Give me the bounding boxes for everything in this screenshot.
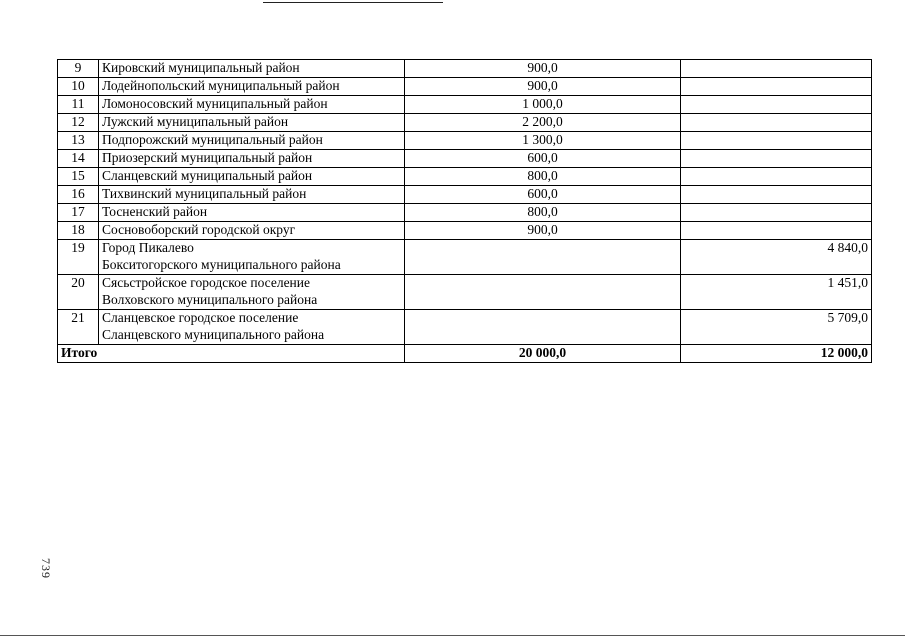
row-number: 15 [58,168,99,186]
table-row [58,150,872,168]
amount2-cell [681,60,872,78]
table-row [58,275,872,310]
amount2-cell [681,96,872,114]
amount-cell: 1 000,0 [405,96,681,114]
district-name: Город Пикалево [102,240,194,255]
amount2-cell [681,150,872,168]
district-name-cell [99,310,405,345]
district-name: Подпорожский муниципальный район [99,132,405,150]
row-number: 17 [58,204,99,222]
table-row [58,186,872,204]
bottom-rule [0,635,905,636]
table-row [58,168,872,186]
district-name: Сланцевский муниципальный район [99,168,405,186]
district-name: Сясьстройское городское поселение [102,275,310,290]
table-row [58,78,872,96]
total-amount2: 12 000,0 [681,345,872,363]
district-name-line2: Бокситогорского муниципального района [102,256,341,272]
total-amount: 20 000,0 [405,345,681,363]
amount2-cell [681,204,872,222]
row-number: 21 [58,310,99,345]
amount2-cell: 5 709,0 [681,310,872,345]
amount-cell: 800,0 [405,204,681,222]
amount-cell: 600,0 [405,186,681,204]
amount2-cell [681,186,872,204]
table-row [58,240,872,275]
district-name-cell [99,240,405,275]
total-label: Итого [58,345,405,363]
table-row [58,222,872,240]
top-rule [263,2,443,3]
table-row [58,60,872,78]
total-row [58,345,872,363]
row-number: 14 [58,150,99,168]
row-number: 11 [58,96,99,114]
amount-cell: 2 200,0 [405,114,681,132]
district-name: Тосненский район [99,204,405,222]
district-name: Тихвинский муниципальный район [99,186,405,204]
table-row [58,310,872,345]
page-number: 739 [39,558,53,579]
amount2-cell [681,222,872,240]
district-name: Ломоносовский муниципальный район [99,96,405,114]
amount-cell: 600,0 [405,150,681,168]
amount-cell: 1 300,0 [405,132,681,150]
amount-cell: 900,0 [405,60,681,78]
district-name-cell [99,275,405,310]
budget-table [57,59,872,363]
amount2-cell [681,78,872,96]
row-number: 16 [58,186,99,204]
table-row [58,204,872,222]
row-number: 20 [58,275,99,310]
district-name-line2: Сланцевского муниципального района [102,326,325,342]
district-name: Лодейнопольский муниципальный район [99,78,405,96]
row-number: 13 [58,132,99,150]
row-number: 19 [58,240,99,275]
district-name: Сосновоборский городской округ [99,222,405,240]
row-number: 12 [58,114,99,132]
amount-cell [405,275,681,310]
table-row [58,132,872,150]
table-row [58,114,872,132]
amount2-cell [681,114,872,132]
amount2-cell [681,168,872,186]
amount2-cell [681,132,872,150]
district-name: Лужский муниципальный район [99,114,405,132]
amount-cell [405,310,681,345]
row-number: 18 [58,222,99,240]
district-name: Кировский муниципальный район [99,60,405,78]
district-name-line2: Волховского муниципального района [102,291,318,307]
amount-cell: 900,0 [405,222,681,240]
table-row [58,96,872,114]
amount-cell [405,240,681,275]
row-number: 10 [58,78,99,96]
amount-cell: 800,0 [405,168,681,186]
amount-cell: 900,0 [405,78,681,96]
amount2-cell: 1 451,0 [681,275,872,310]
district-name: Сланцевское городское поселение [102,310,299,325]
row-number: 9 [58,60,99,78]
district-name: Приозерский муниципальный район [99,150,405,168]
amount2-cell: 4 840,0 [681,240,872,275]
